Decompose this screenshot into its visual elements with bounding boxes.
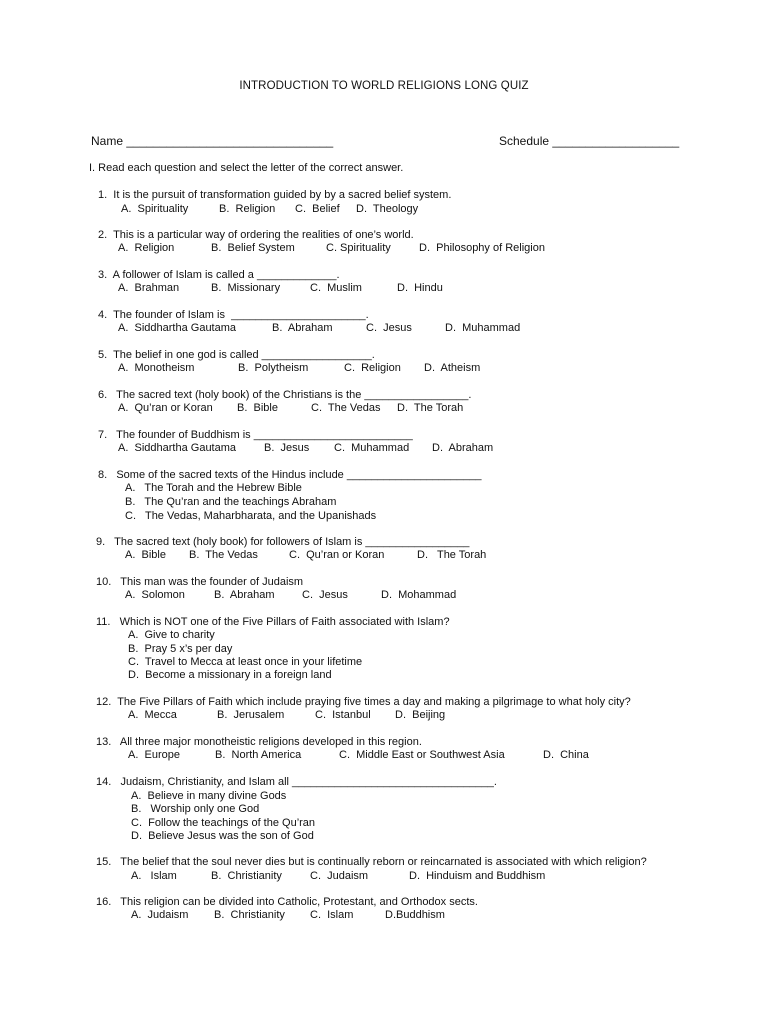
option-c: C. The Vedas bbox=[311, 402, 381, 414]
question-11-option-b: B. Pray 5 x’s per day bbox=[128, 643, 233, 655]
option-b: B. Missionary bbox=[211, 282, 281, 294]
question-4: 4. The founder of Islam is ______________________. bbox=[98, 309, 369, 321]
option-a: A. Monotheism bbox=[118, 362, 195, 374]
option-d: D. Mohammad bbox=[381, 589, 457, 601]
question-8-option-a: A. The Torah and the Hebrew Bible bbox=[125, 482, 302, 494]
option-c: C. Islam bbox=[310, 909, 354, 921]
option-b: B. Christianity bbox=[211, 870, 282, 882]
option-c: C. Istanbul bbox=[315, 709, 371, 721]
option-a: A. Solomon bbox=[125, 589, 185, 601]
option-d: D. Abraham bbox=[432, 442, 494, 454]
option-a: A. Islam bbox=[131, 870, 177, 882]
question-13-options bbox=[0, 749, 589, 763]
option-c: C. Muhammad bbox=[334, 442, 410, 454]
option-b: B. Jerusalem bbox=[217, 709, 285, 721]
option-b: B. Jesus bbox=[264, 442, 310, 454]
option-a: A. Qu’ran or Koran bbox=[118, 402, 213, 414]
question-14-option-d: D. Believe Jesus was the son of God bbox=[131, 830, 314, 842]
question-14-option-c: C. Follow the teachings of the Qu’ran bbox=[131, 817, 316, 829]
option-d: D. Hindu bbox=[397, 282, 443, 294]
option-c: C. Qu’ran or Koran bbox=[289, 549, 385, 561]
question-14-option-a: A. Believe in many divine Gods bbox=[131, 790, 287, 802]
question-10-options bbox=[0, 589, 457, 603]
schedule-field-label: Schedule ___________________ bbox=[499, 134, 680, 148]
option-b: B. Polytheism bbox=[238, 362, 309, 374]
option-d: D. Philosophy of Religion bbox=[419, 242, 545, 254]
option-c: C. Judaism bbox=[310, 870, 369, 882]
option-b: B. Belief System bbox=[211, 242, 295, 254]
option-d: D. Atheism bbox=[424, 362, 481, 374]
question-9: 9. The sacred text (holy book) for followers of Islam is _________________ bbox=[96, 536, 470, 548]
question-11-option-a: A. Give to charity bbox=[128, 629, 215, 641]
option-b: B. Religion bbox=[219, 203, 276, 215]
question-7-options bbox=[0, 442, 494, 456]
option-d: D. The Torah bbox=[397, 402, 464, 414]
option-d: D. Muhammad bbox=[445, 322, 521, 334]
question-3-options bbox=[0, 282, 443, 296]
question-7: 7. The founder of Buddhism is __________________________ bbox=[98, 429, 413, 441]
question-12-options bbox=[0, 709, 446, 723]
question-2: 2. This is a particular way of ordering the realities of one’s world. bbox=[98, 229, 414, 241]
question-5: 5. The belief in one god is called __________________. bbox=[98, 349, 375, 361]
instructions-text: I. Read each question and select the letter of the correct answer. bbox=[89, 162, 404, 174]
question-9-options bbox=[0, 549, 487, 563]
question-14: 14. Judaism, Christianity, and Islam all _________________________________. bbox=[96, 776, 497, 788]
option-a: A. Judaism bbox=[131, 909, 189, 921]
option-d: D. Hinduism and Buddhism bbox=[409, 870, 546, 882]
option-b: B. North America bbox=[215, 749, 302, 761]
option-d: D. Beijing bbox=[395, 709, 446, 721]
option-c: C. Middle East or Southwest Asia bbox=[339, 749, 505, 761]
question-11: 11. Which is NOT one of the Five Pillars of Faith associated with Islam? bbox=[96, 616, 450, 628]
option-c: C. Belief bbox=[295, 203, 340, 215]
question-16-options bbox=[0, 909, 445, 923]
option-c: C. Muslim bbox=[310, 282, 362, 294]
option-a: A. Religion bbox=[118, 242, 175, 254]
question-14-option-b: B. Worship only one God bbox=[131, 803, 260, 815]
question-4-options bbox=[0, 322, 521, 336]
option-b: B. Abraham bbox=[272, 322, 333, 334]
question-10: 10. This man was the founder of Judaism bbox=[96, 576, 304, 588]
question-15: 15. The belief that the soul never dies but is continually reborn or reincarnated is associated with which religion? bbox=[96, 856, 647, 868]
question-6: 6. The sacred text (holy book) of the Christians is the _________________. bbox=[98, 389, 472, 401]
question-8-option-c: C. The Vedas, Maharbharata, and the Upanishads bbox=[125, 510, 377, 522]
option-b: B. Christianity bbox=[214, 909, 285, 921]
option-a: A. Brahman bbox=[118, 282, 180, 294]
option-c: C. Religion bbox=[344, 362, 401, 374]
question-3: 3. A follower of Islam is called a _____________. bbox=[98, 269, 340, 281]
question-16: 16. This religion can be divided into Catholic, Protestant, and Orthodox sects. bbox=[96, 896, 478, 908]
question-12: 12. The Five Pillars of Faith which include praying five times a day and making a pilgrimage to what holy city? bbox=[96, 696, 631, 708]
question-13: 13. All three major monotheistic religions developed in this region. bbox=[96, 736, 422, 748]
question-11-option-d: D. Become a missionary in a foreign land bbox=[128, 669, 332, 681]
option-a: A. Mecca bbox=[128, 709, 177, 721]
option-d: D. The Torah bbox=[417, 549, 487, 561]
name-field-label: Name _______________________________ bbox=[91, 134, 334, 148]
question-15-options bbox=[0, 870, 546, 884]
question-8: 8. Some of the sacred texts of the Hindus include ______________________ bbox=[98, 469, 482, 481]
option-c: C. Jesus bbox=[366, 322, 412, 334]
option-a: A. Europe bbox=[128, 749, 180, 761]
question-2-options bbox=[0, 242, 545, 256]
option-c: C. Jesus bbox=[302, 589, 348, 601]
option-c: C. Spirituality bbox=[326, 242, 391, 254]
option-d: D.Buddhism bbox=[385, 909, 445, 921]
option-d: D. Theology bbox=[356, 203, 419, 215]
option-a: A. Spirituality bbox=[121, 203, 189, 215]
option-b: B. The Vedas bbox=[189, 549, 258, 561]
option-a: A. Siddhartha Gautama bbox=[118, 442, 237, 454]
quiz-title: INTRODUCTION TO WORLD RELIGIONS LONG QUIZ bbox=[239, 80, 529, 92]
question-8-option-b: B. The Qu’ran and the teachings Abraham bbox=[125, 496, 337, 508]
question-1-options bbox=[0, 203, 419, 217]
option-b: B. Abraham bbox=[214, 589, 275, 601]
question-11-option-c: C. Travel to Mecca at least once in your lifetime bbox=[128, 656, 363, 668]
option-a: A. Bible bbox=[125, 549, 166, 561]
option-d: D. China bbox=[543, 749, 589, 761]
question-5-options bbox=[0, 362, 481, 376]
option-b: B. Bible bbox=[237, 402, 278, 414]
question-6-options bbox=[0, 402, 464, 416]
question-1: 1. It is the pursuit of transformation guided by by a sacred belief system. bbox=[98, 189, 452, 201]
option-a: A. Siddhartha Gautama bbox=[118, 322, 237, 334]
